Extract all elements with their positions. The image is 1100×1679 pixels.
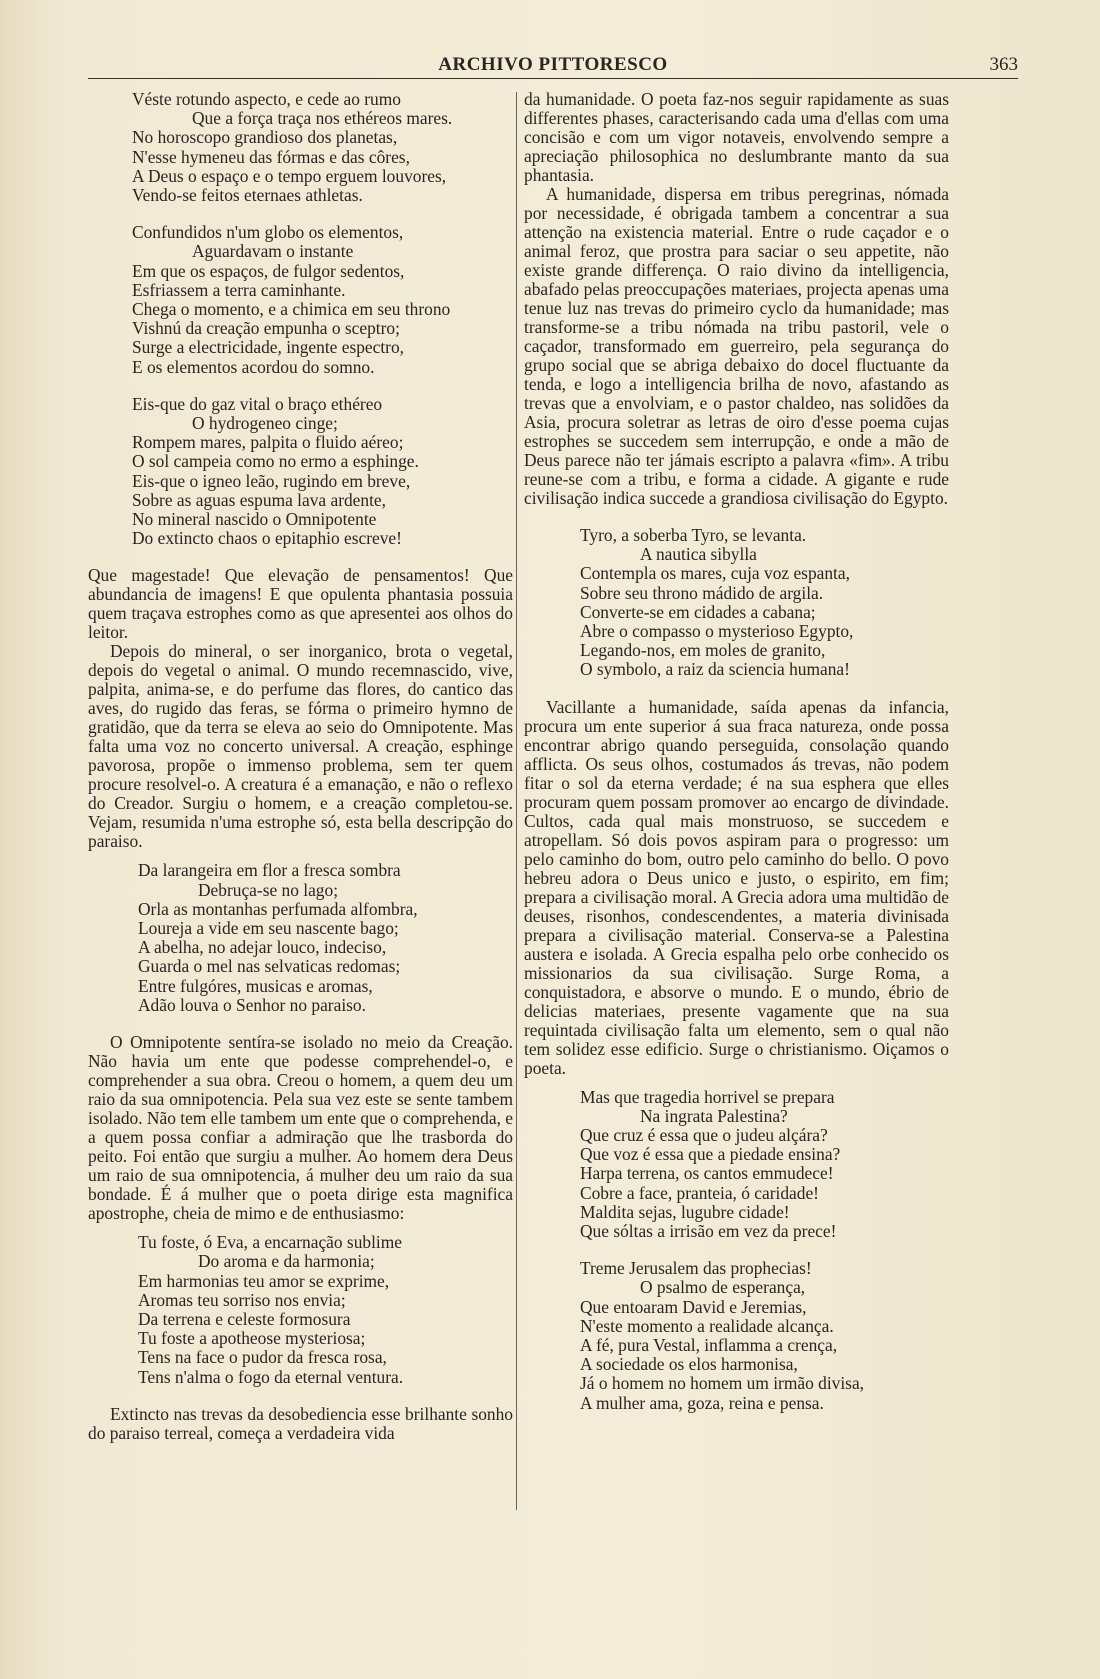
poem-line: A Deus o espaço e o tempo erguem louvores,	[132, 165, 447, 186]
poem-line: Vendo-se feitos eternaes athletas.	[132, 185, 363, 206]
page-number: 363	[989, 54, 1018, 75]
poem-line: Esfriassem a terra caminhante.	[132, 279, 346, 300]
poem-line: Contempla os mares, cuja voz espanta,	[580, 563, 850, 584]
poem-line: Maldita sejas, lugubre cidade!	[580, 1201, 790, 1222]
poem-line: Adão louva o Senhor no paraiso.	[138, 994, 366, 1015]
paragraph: O Omnipotente sentíra-se isolado no meio da Creação. Não havia um ente que podesse comprehendel-o, e comprehender a sua obra. Creou o homem, a quem deu um raio da sua omnipotencia. Pela sua vez este se sente tambem isolado. Não tem elle tambem um ente que o comprehenda, e a quem possa confiar a admiração que lhe trasborda do peito. Foi então que surgiu a mulher. Ao homem dera Deus um raio de sua omnipotencia, á mulher deu um raio da sua bondade. É á mulher que o poeta dirige esta magnifica apostrophe, cheia de mimo e de enthusiasmo:	[88, 1032, 513, 1224]
poem-line: Tu foste, ó Eva, a encarnação sublime	[138, 1232, 403, 1253]
poem-line: E os elementos acordou do somno.	[132, 356, 375, 377]
poem-line: No mineral nascido o Omnipotente	[132, 509, 377, 530]
poem-line: Da larangeira em flor a fresca sombra	[138, 860, 401, 881]
poem-line: Orla as montanhas perfumada alfombra,	[138, 898, 418, 919]
paragraph: Extincto nas trevas da desobediencia esse brilhante sonho do paraiso terreal, começa a verdadeira vida	[88, 1403, 513, 1443]
poem-line: No horoscopo grandioso dos planetas,	[132, 127, 398, 148]
poem-line: Surge a electricidade, ingente espectro,	[132, 337, 405, 358]
poem-line: Loureja a vide em seu nascente bago;	[138, 918, 399, 939]
poem-line: Vishnú da creação empunha o sceptro;	[132, 318, 400, 339]
poem-stanza	[88, 1233, 513, 1387]
poem-line: Já o homem no homem um irmão divisa,	[580, 1373, 865, 1394]
poem-line: Sobre as aguas espuma lava ardente,	[132, 489, 386, 510]
poem-line: N'este momento a realidade alcança.	[580, 1315, 834, 1336]
poem-line: Mas que tragedia horrivel se prepara	[580, 1086, 835, 1107]
poem-line: Tyro, a soberba Tyro, se levanta.	[580, 525, 807, 545]
running-title: ARCHIVO PITTORESCO	[438, 54, 668, 75]
poem-line: Tens na face o pudor da fresca rosa,	[138, 1347, 387, 1368]
poem-line: Tu foste a apotheose mysteriosa;	[138, 1328, 366, 1349]
poem-line: O hydrogeneo cinge;	[192, 413, 338, 434]
paragraph: Que magestade! Que elevação de pensamentos! Que abundancia de imagens! E que opulenta phantasia possuia quem traçava estrophes como as que apresentei aos olhos do leitor.	[88, 565, 513, 643]
poem-line: Confundidos n'um globo os elementos,	[132, 222, 404, 243]
poem-line: Abre o compasso o mysterioso Egypto,	[580, 621, 854, 642]
paragraph: Vacillante a humanidade, saída apenas da infancia, procura um ente superior á sua fraca natureza, onde possa encontrar abrigo quando perseguida, consolação quando afflicta. Os seus olhos, costumados ás trevas, não podem fitar o sol da eterna verdade; é na sua esphera que elles procuram quem possam promover ao encargo de divindade. Cultos, cada qual mais monstruoso, se succedem e atropellam. Só dois povos aspiram para o progresso: um pelo caminho do bom, outro pelo caminho do bello. O povo hebreu adora o Deus unico e justo, o espirito, em fim; prepara a civilisação moral. A Grecia adora uma multidão de deuses, risonhos, condescendentes, a materia divinisada prepara a civilisação material. Conserva-se a Palestina austera e isolada. A Grecia espalha pelo orbe conhecido os missionarios da sua civilisação. Surge Roma, a conquistadora, e absorve o mundo. E o mundo, ébrio de delicias materiaes, presente vagamente que na sua requintada civilisação falta um elemento, sem o qual não tem solidez esse edificio. Surge o christianismo. Oiçamos o poeta.	[524, 696, 949, 1078]
poem-line: A abelha, no adejar louco, indeciso,	[138, 937, 387, 958]
poem-line: Chega o momento, e a chimica em seu throno	[132, 299, 451, 320]
paragraph: Depois do mineral, o ser inorganico, brota o vegetal, depois do vegetal o animal. O mundo recemnascido, vive, palpita, anima-se, e do perfume das flores, do cantico das aves, do rugido das feras, se fórma o primeiro hymno de gratidão, que da terra se eleva ao seio do Omnipotente. Mas falta uma voz no concerto universal. A creação, esphinge pavorosa, propõe o immenso problema, sem ter quem procure resolvel-o. A creatura é a emanação, e não o reflexo do Creador. Surgiu o homem, e a creação completou-se. Vejam, resumida n'uma estrophe só, esta bella descripção do paraiso.	[88, 641, 513, 852]
poem-line: Que voz é essa que a piedade ensina?	[580, 1144, 841, 1165]
poem-line: Do extincto chaos o epitaphio escreve!	[132, 528, 402, 549]
poem-line: N'esse hymeneu das fórmas e das côres,	[132, 146, 410, 167]
left-column	[88, 90, 513, 1443]
poem-stanza	[524, 1259, 949, 1413]
poem-line: Eis-que o igneo leão, rugindo em breve,	[132, 470, 411, 491]
poem-stanza	[88, 223, 513, 377]
right-column	[524, 90, 949, 1413]
poem-line: Aguardavam o instante	[192, 241, 354, 262]
poem-line: Na ingrata Palestina?	[640, 1105, 788, 1126]
paragraph: A humanidade, dispersa em tribus peregrinas, nómada por necessidade, é obrigada tambem a concentrar a sua attenção na existencia material. Entre o rude caçador e o animal feroz, que prostra para saciar o seu appetite, não existe grande differença. O raio divino da intelligencia, abafado pelas preoccupações materiaes, projecta apenas uma tenue luz nas trevas do primeiro cyclo da humanidade; mas transforme-se a tribu nómada na tribu pastoril, vele o caçador, transformado em guerreiro, pela segurança do grupo social que se abriga debaixo do docel fluctuante da tenda, e logo a intelligencia brilha de novo, afastando as trevas que a envolviam, e o pastor chaldeo, nas solidões da Asia, procura soletrar as letras de oiro d'esse poema cujas estrophes se succedem sem interrupção, e onde a mão de Deus parece não ter jámais escripto a palavra «fim». A tribu reune-se com a tribu, e forma a cidade. A gigante e rude civilisação indica succede a grandiosa civilisação do Egypto.	[524, 184, 949, 508]
poem-line: Aromas teu sorriso nos envia;	[138, 1289, 346, 1310]
poem-line: Guarda o mel nas selvaticas redomas;	[138, 956, 401, 977]
poem-line: O psalmo de esperança,	[640, 1277, 806, 1298]
poem-stanza	[88, 90, 513, 205]
poem-line: Rompem mares, palpita o fluido aéreo;	[132, 432, 404, 453]
poem-line: Eis-que do gaz vital o braço ethéreo	[132, 393, 383, 414]
poem-stanza	[88, 861, 513, 1015]
poem-line: Sobre seu throno mádido de argila.	[580, 582, 824, 603]
poem-line: A nautica sibylla	[640, 544, 757, 565]
poem-line: Entre fulgóres, musicas e aromas,	[138, 975, 373, 996]
poem-line: Que sóltas a irrisão em vez da prece!	[580, 1221, 837, 1242]
poem-line: Em harmonias teu amor se exprime,	[138, 1270, 390, 1291]
poem-line: Converte-se em cidades a cabana;	[580, 601, 816, 622]
poem-line: Que entoaram David e Jeremias,	[580, 1296, 807, 1317]
column-divider	[516, 92, 517, 1510]
paragraph: da humanidade. O poeta faz-nos seguir rapidamente as suas differentes phases, caracterisando cada uma d'ellas com uma concisão e com um vigor notaveis, envolvendo sempre a apreciação philosophica no deslumbrante manto da sua phantasia.	[524, 89, 949, 185]
poem-line: Que cruz é essa que o judeu alçára?	[580, 1125, 828, 1146]
poem-line: Véste rotundo aspecto, e cede ao rumo	[132, 89, 401, 109]
poem-line: Do aroma e da harmonia;	[198, 1251, 375, 1272]
poem-line: A sociedade os elos harmonisa,	[580, 1354, 798, 1375]
poem-line: Legando-nos, em moles de granito,	[580, 640, 826, 661]
poem-line: A mulher ama, goza, reina e pensa.	[580, 1392, 824, 1413]
poem-stanza	[524, 1088, 949, 1242]
poem-line: Tens n'alma o fogo da eternal ventura.	[138, 1366, 404, 1387]
poem-line: Da terrena e celeste formosura	[138, 1308, 351, 1329]
poem-stanza	[88, 395, 513, 549]
poem-line: Treme Jerusalem das prophecias!	[580, 1258, 812, 1279]
page-header	[88, 52, 1018, 79]
poem-line: Debruça-se no lago;	[198, 879, 339, 900]
poem-line: O symbolo, a raiz da sciencia humana!	[580, 659, 850, 680]
poem-stanza	[524, 526, 949, 680]
poem-line: Harpa terrena, os cantos emmudece!	[580, 1163, 834, 1184]
poem-line: Em que os espaços, de fulgor sedentos,	[132, 260, 405, 281]
poem-line: O sol campeia como no ermo a esphinge.	[132, 451, 419, 472]
poem-line: Cobre a face, pranteia, ó caridade!	[580, 1182, 819, 1203]
poem-line: A fé, pura Vestal, inflamma a crença,	[580, 1335, 838, 1356]
poem-line: Que a força traça nos ethéreos mares.	[192, 108, 453, 129]
